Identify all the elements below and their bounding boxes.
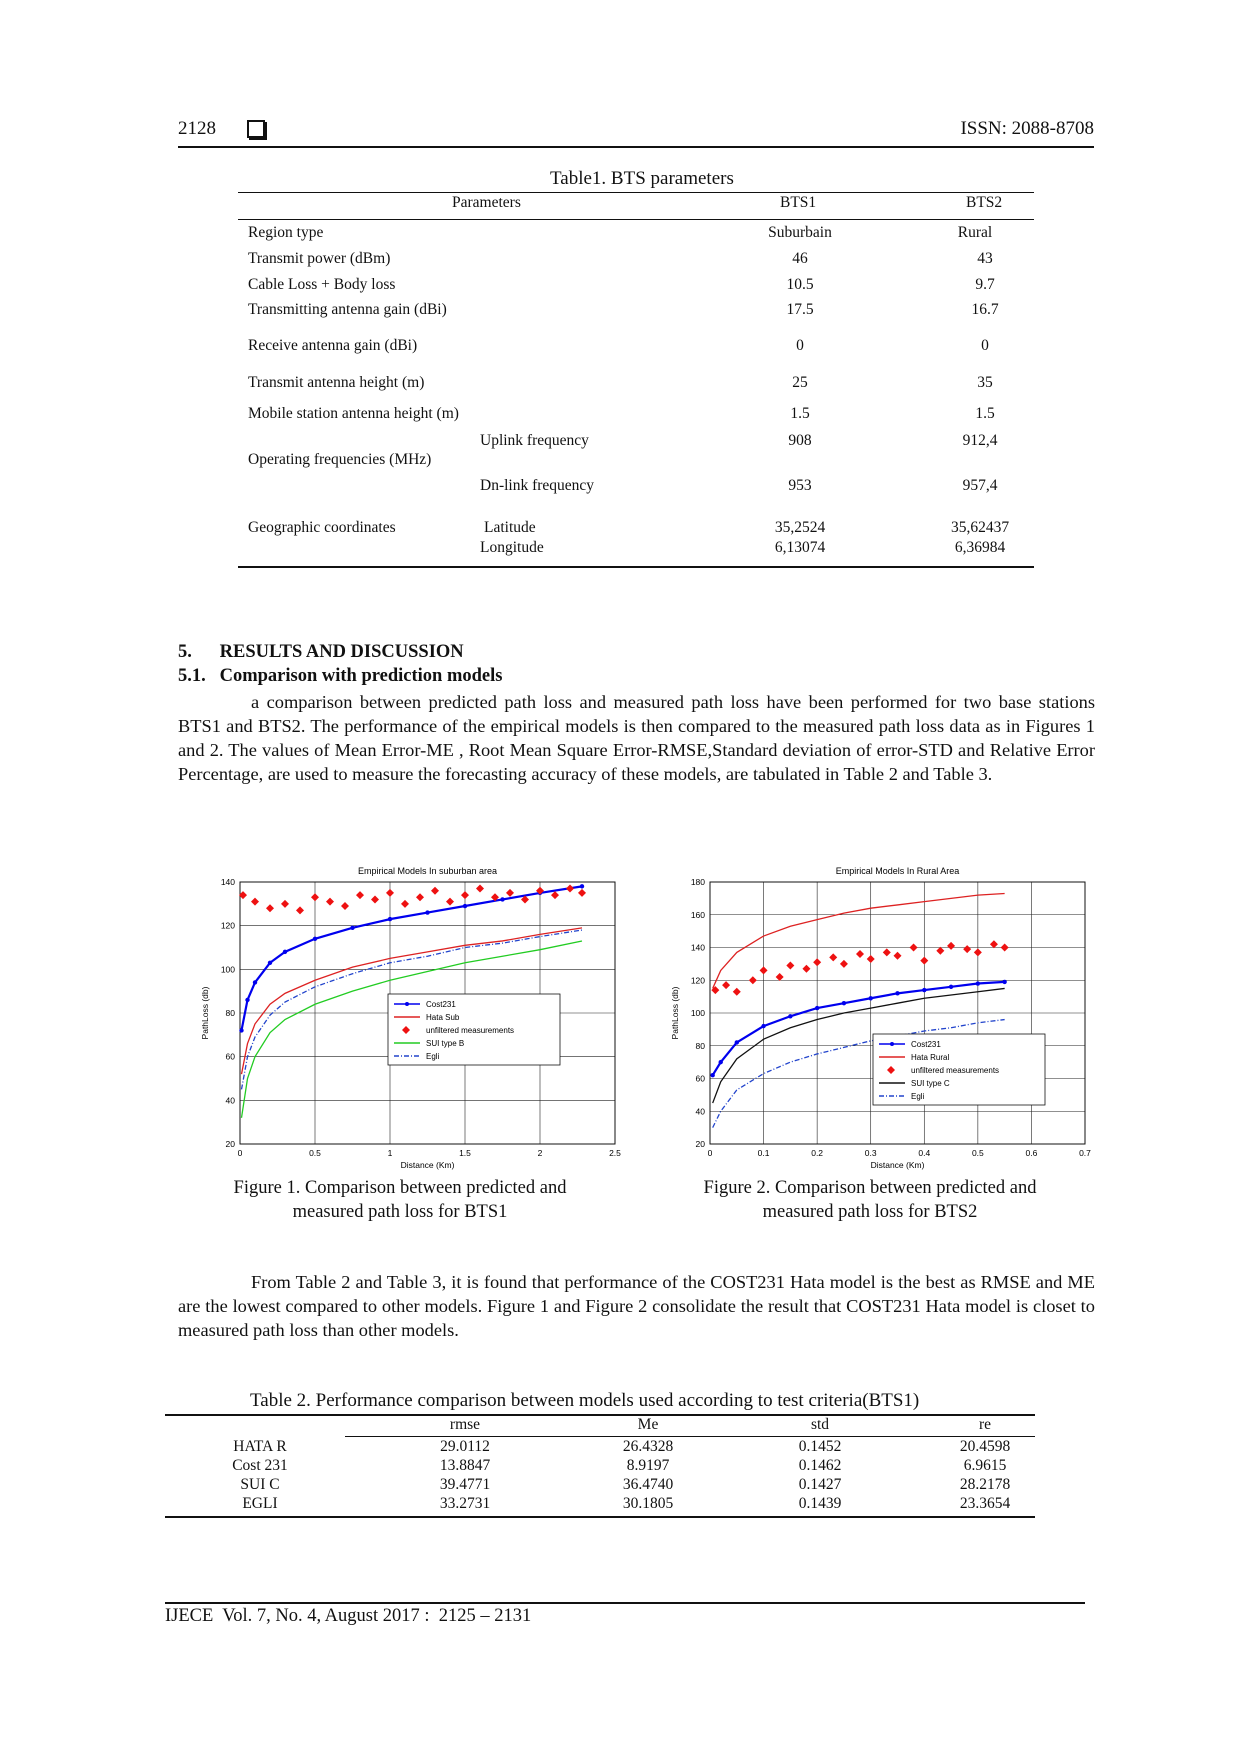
measurement-point <box>326 898 334 906</box>
row-bts2: 1.5 <box>975 405 995 422</box>
x-tick-label: 2.5 <box>609 1148 621 1158</box>
cost231-point <box>253 980 257 984</box>
cost231-point <box>500 897 504 901</box>
row-bts2: Rural <box>957 224 993 241</box>
cost231-point <box>788 1014 792 1018</box>
row-bts2: 35 <box>977 374 993 391</box>
measurement-point <box>446 898 454 906</box>
table2-cell: 6.9615 <box>963 1457 1007 1474</box>
table1-header-bts1: BTS1 <box>780 194 817 211</box>
row-label: Transmitting antenna gain (dBi) <box>248 301 447 318</box>
measurement-point <box>371 895 379 903</box>
uplink-bts1: 908 <box>788 432 812 449</box>
measurement-point <box>840 960 848 968</box>
table1-caption: Table1. BTS parameters <box>550 168 734 189</box>
table1-top-rule <box>238 192 1034 193</box>
legend-entry: Cost231 <box>911 1040 941 1049</box>
longitude-label: Longitude <box>480 539 544 556</box>
row-label: Transmit antenna height (m) <box>248 374 425 391</box>
uplink-bts2: 912,4 <box>962 432 998 449</box>
legend-entry: Cost231 <box>426 1000 456 1009</box>
section-title: 5. RESULTS AND DISCUSSION <box>178 642 464 662</box>
measurement-point <box>786 962 794 970</box>
table2-cell: 0.1439 <box>798 1495 842 1512</box>
legend-entry: Egli <box>911 1092 925 1101</box>
cost231-point <box>710 1073 714 1077</box>
table1-header-parameters: Parameters <box>452 194 521 211</box>
y-axis-label: PathLoss (db) <box>200 986 210 1040</box>
cost231-point <box>268 961 272 965</box>
row-bts2: 9.7 <box>975 276 995 293</box>
operating-frequencies-label: Operating frequencies (MHz) <box>248 451 432 468</box>
measurement-point <box>856 950 864 958</box>
latitude-bts1: 35,2524 <box>774 519 826 536</box>
table2-model-name: EGLI <box>242 1495 278 1512</box>
figure-2-caption <box>650 1176 1090 1224</box>
y-tick-label: 140 <box>690 942 705 953</box>
cost231-point <box>425 910 429 914</box>
measurement-point <box>813 958 821 966</box>
latitude-label: Latitude <box>484 519 536 536</box>
legend-swatch-marker <box>405 1002 409 1006</box>
table2-model-name: HATA R <box>233 1438 287 1455</box>
cost231-point <box>735 1040 739 1044</box>
measurement-point <box>883 948 891 956</box>
table2-bottom-rule <box>165 1516 1035 1518</box>
table2-cell: 33.2731 <box>439 1495 491 1512</box>
measurement-point <box>829 953 837 961</box>
x-tick-label: 0 <box>707 1148 713 1158</box>
row-bts1: 25 <box>792 374 808 391</box>
x-tick-label: 0.3 <box>864 1148 877 1158</box>
y-tick-label: 60 <box>225 1051 235 1062</box>
measurement-point <box>341 902 349 910</box>
x-tick-label: 2 <box>537 1148 543 1158</box>
footer-rule <box>165 1602 1085 1604</box>
latitude-bts2: 35,62437 <box>950 519 1010 536</box>
table2-cell: 39.4771 <box>439 1476 491 1493</box>
table2-cell: 0.1462 <box>798 1457 842 1474</box>
table2-header-re: re <box>978 1416 992 1433</box>
measurement-point <box>776 973 784 981</box>
cost231-point <box>239 1028 243 1032</box>
cost231-point <box>949 985 953 989</box>
cost231-point <box>842 1001 846 1005</box>
table2-cell: 0.1452 <box>798 1438 842 1455</box>
measurement-point <box>1001 944 1009 952</box>
row-bts1: 1.5 <box>790 405 810 422</box>
row-bts2: 0 <box>981 337 989 354</box>
measurement-point <box>920 957 928 965</box>
table2-cell: 29.0112 <box>440 1438 490 1455</box>
measurement-point <box>894 952 902 960</box>
row-label: Region type <box>248 224 324 241</box>
figure-2-caption-line-1: Figure 2. Comparison between predicted and <box>703 1178 1037 1198</box>
measurement-point <box>733 988 741 996</box>
row-bts1: 17.5 <box>786 301 814 318</box>
measurement-point <box>947 942 955 950</box>
measurement-point <box>551 891 559 899</box>
legend-entry: Hata Rural <box>911 1053 950 1062</box>
x-tick-label: 0.5 <box>309 1148 321 1158</box>
measurement-point <box>431 887 439 895</box>
figure-1-caption-line-1: Figure 1. Comparison between predicted and <box>233 1178 567 1198</box>
table2-header-rmse: rmse <box>449 1416 481 1433</box>
figure-2-caption-line-2: measured path loss for BTS2 <box>762 1202 978 1222</box>
x-tick-label: 0.7 <box>1079 1148 1091 1158</box>
figure-1-caption <box>180 1176 620 1224</box>
header-rule <box>178 146 1094 148</box>
table2-cell: 26.4328 <box>622 1438 674 1455</box>
x-tick-label: 0.6 <box>1025 1148 1038 1158</box>
cost231-point <box>283 950 287 954</box>
y-tick-label: 100 <box>690 1008 705 1018</box>
measurement-point <box>296 906 304 914</box>
paragraph-1: a comparison between predicted path loss and measured path loss have been performed for two base stations BTS1 and BTS2. The performance of the empirical models is then compared to the measured path loss data as in Figures 1 and 2. The values of Mean Error-ME , Root Mean Square Error-RMSE,Standard deviation of error-STD and Relative Error Percentage, are used to measure the forecasting accuracy of these models, are tabulated in Table 2 and Table 3. <box>178 692 1095 784</box>
cost231-point <box>245 998 249 1002</box>
cost231-point <box>761 1024 765 1028</box>
figure-1-chart <box>190 862 630 1180</box>
measurement-point <box>963 945 971 953</box>
cost231-point <box>313 937 317 941</box>
row-bts1: Suburbain <box>768 224 832 241</box>
table1-bottom-rule <box>238 566 1034 568</box>
table1-header-rule <box>238 219 1034 220</box>
table2-model-name: Cost 231 <box>232 1457 288 1474</box>
longitude-bts2: 6,36984 <box>954 539 1006 556</box>
table1-header-bts2: BTS2 <box>966 194 1003 211</box>
measurement-point <box>910 944 918 952</box>
row-label: Transmit power (dBm) <box>248 250 391 267</box>
square-bullet-icon <box>247 120 265 138</box>
measurement-point <box>281 900 289 908</box>
legend-entry: SUI type B <box>426 1039 465 1048</box>
legend-entry: Hata Sub <box>426 1013 460 1022</box>
measurement-point <box>266 904 274 912</box>
page-number: 2128 <box>178 118 216 139</box>
x-tick-label: 0.2 <box>811 1148 824 1158</box>
table2-header-rule <box>345 1436 1035 1437</box>
table2-header-std: std <box>810 1416 830 1433</box>
cost231-point <box>815 1006 819 1010</box>
x-tick-label: 1.5 <box>459 1148 471 1158</box>
measurement-point <box>461 891 469 899</box>
cost231-point <box>463 904 467 908</box>
cost231-point <box>719 1060 723 1064</box>
footer-citation: IJECE Vol. 7, No. 4, August 2017 : 2125 – 2131 <box>165 1606 532 1626</box>
x-tick-label: 0.5 <box>971 1148 984 1158</box>
table2-cell: 28.2178 <box>959 1476 1011 1493</box>
cost231-point <box>1002 980 1006 984</box>
y-tick-label: 40 <box>695 1106 705 1117</box>
measurement-point <box>578 889 586 897</box>
y-tick-label: 100 <box>220 964 235 975</box>
y-tick-label: 180 <box>690 877 705 887</box>
table2-cell: 0.1427 <box>798 1476 842 1493</box>
legend-swatch-marker <box>890 1042 894 1046</box>
measurement-point <box>251 898 259 906</box>
chart-legend <box>873 1034 1045 1105</box>
row-bts1: 0 <box>796 337 804 354</box>
cost231-point <box>388 917 392 921</box>
measurement-point <box>506 889 514 897</box>
uplink-label: Uplink frequency <box>480 432 589 449</box>
cost231-point <box>580 884 584 888</box>
measurement-point <box>311 893 319 901</box>
chart-title: Empirical Models In Rural Area <box>835 866 960 876</box>
x-tick-label: 0.1 <box>757 1148 770 1158</box>
measurement-point <box>990 940 998 948</box>
chart-legend <box>388 994 560 1065</box>
table2-cell: 36.4740 <box>622 1476 674 1493</box>
measurement-point <box>386 889 394 897</box>
legend-entry: Egli <box>426 1052 440 1061</box>
chart-title: Empirical Models In suburban area <box>357 866 498 876</box>
y-tick-label: 80 <box>695 1040 705 1051</box>
series-line <box>713 893 1005 988</box>
measurement-point <box>760 966 768 974</box>
y-axis-label: PathLoss (db) <box>670 986 680 1040</box>
y-tick-label: 160 <box>690 909 705 920</box>
legend-entry: SUI type C <box>911 1079 950 1088</box>
table2-cell: 20.4598 <box>959 1438 1011 1455</box>
y-tick-label: 40 <box>225 1095 235 1106</box>
y-tick-label: 120 <box>220 920 235 931</box>
cost231-point <box>869 996 873 1000</box>
cost231-point <box>976 981 980 985</box>
x-axis-label: Distance (Km) <box>870 1160 925 1170</box>
legend-entry: unfiltered measurements <box>426 1026 515 1035</box>
dnlink-label: Dn-link frequency <box>480 477 595 494</box>
row-bts2: 43 <box>977 250 993 267</box>
measurement-point <box>867 955 875 963</box>
cost231-point <box>895 991 899 995</box>
y-tick-label: 80 <box>225 1008 235 1018</box>
measurement-point <box>476 885 484 893</box>
paragraph-2: From Table 2 and Table 3, it is found that performance of the COST231 Hata model is the best as RMSE and ME are the lowest compared to other models. Figure 1 and Figure 2 consolidate the result that COST231 Hata model is closet to measured path loss than other models. <box>178 1272 1095 1340</box>
row-bts1: 10.5 <box>786 276 814 293</box>
measurement-point <box>416 893 424 901</box>
issn: ISSN: 2088-8708 <box>960 118 1094 139</box>
row-bts1: 46 <box>792 250 808 267</box>
x-tick-label: 0.4 <box>918 1148 931 1158</box>
table2-model-name: SUI C <box>240 1476 280 1493</box>
x-tick-label: 0 <box>237 1148 243 1158</box>
geographic-coordinates-label: Geographic coordinates <box>248 519 396 536</box>
row-label: Cable Loss + Body loss <box>248 276 396 293</box>
table2-cell: 30.1805 <box>622 1495 674 1512</box>
figure-1-caption-line-2: measured path loss for BTS1 <box>292 1202 508 1222</box>
y-tick-label: 140 <box>220 877 235 887</box>
y-tick-label: 120 <box>690 975 705 986</box>
x-axis-label: Distance (Km) <box>400 1160 455 1170</box>
figure-2-chart <box>660 862 1100 1180</box>
row-label: Mobile station antenna height (m) <box>248 405 459 422</box>
y-tick-label: 60 <box>695 1073 705 1084</box>
measurement-point <box>356 891 364 899</box>
measurement-point <box>566 885 574 893</box>
measurement-point <box>722 981 730 989</box>
cost231-point <box>922 988 926 992</box>
table2-cell: 23.3654 <box>959 1495 1011 1512</box>
table2-caption: Table 2. Performance comparison between models used according to test criteria(BTS1) <box>250 1390 920 1411</box>
legend-entry: unfiltered measurements <box>911 1066 1000 1075</box>
dnlink-bts2: 957,4 <box>962 477 998 494</box>
measurement-point <box>401 900 409 908</box>
measurement-point <box>974 948 982 956</box>
measurement-point <box>936 947 944 955</box>
row-bts2: 16.7 <box>971 301 999 318</box>
x-tick-label: 1 <box>387 1148 393 1158</box>
subsection-title: 5.1. Comparison with prediction models <box>178 666 503 686</box>
row-label: Receive antenna gain (dBi) <box>248 337 418 354</box>
dnlink-bts1: 953 <box>788 477 812 494</box>
y-tick-label: 20 <box>225 1139 235 1149</box>
table2-cell: 8.9197 <box>626 1457 670 1474</box>
table2-cell: 13.8847 <box>439 1457 491 1474</box>
table2-header-me: Me <box>637 1416 659 1433</box>
y-tick-label: 20 <box>695 1139 705 1149</box>
measurement-point <box>802 965 810 973</box>
measurement-point <box>749 976 757 984</box>
longitude-bts1: 6,13074 <box>774 539 826 556</box>
cost231-point <box>350 926 354 930</box>
